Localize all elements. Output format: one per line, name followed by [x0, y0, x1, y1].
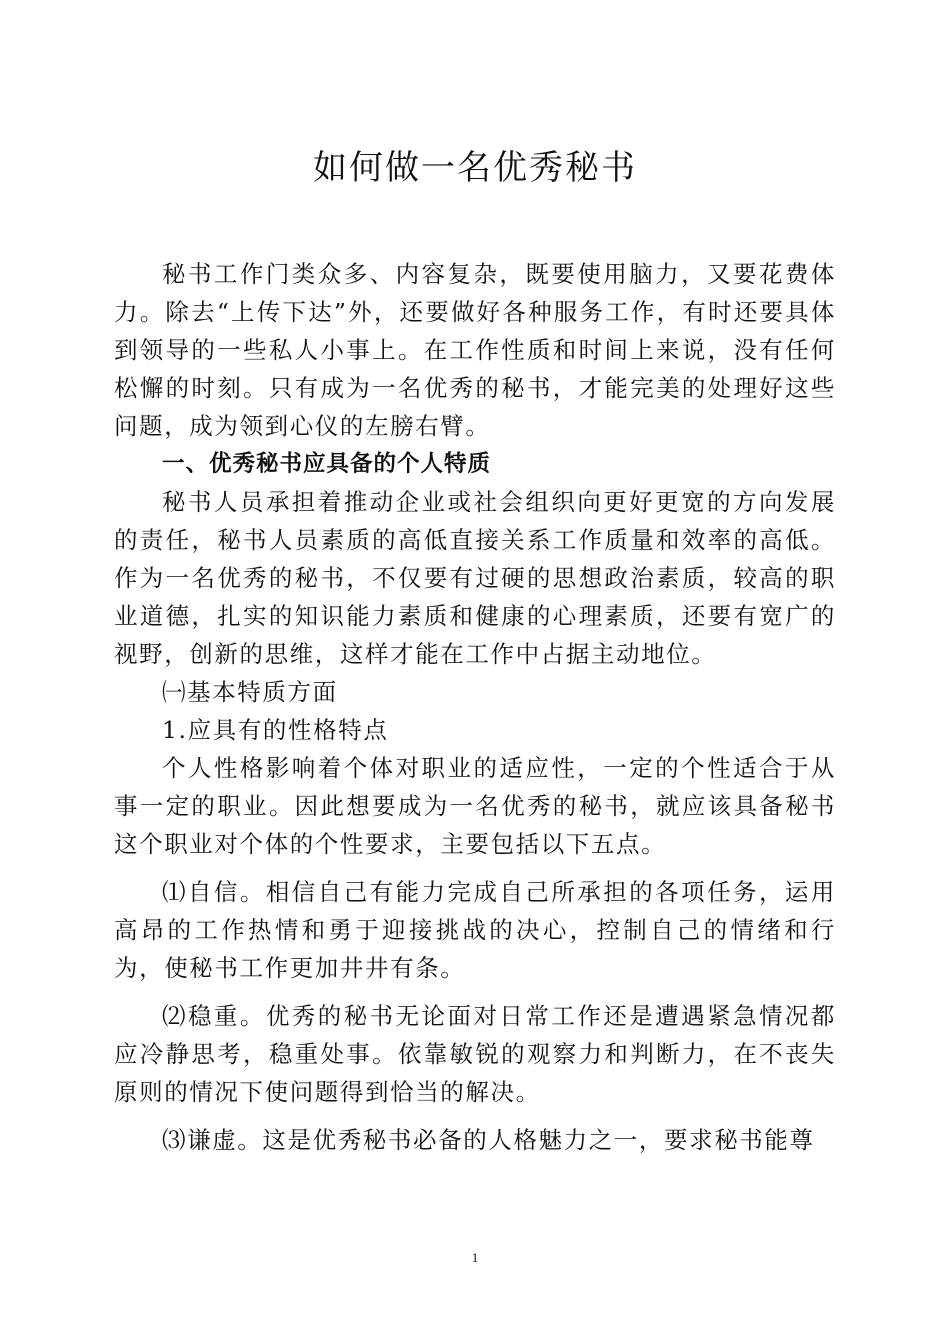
section-heading: 一、优秀秘书应具备的个人特质 [162, 451, 492, 477]
intro-paragraph: 秘书工作门类众多、内容复杂，既要使用脑力，又要花费体力。除去“上传下达”外，还要做好各种服务工作，有时还要具体到领导的一些私人小事上。在工作性质和时间上来说，没有任何松懈的时刻。只有成为一名优秀的秘书，才能完美的处理好这些问题，成为领到心仪的左膀右臂。 [114, 260, 836, 440]
subsection-heading: ㈠基本特质方面 [162, 678, 338, 706]
item-heading: 1.应具有的性格特点 [162, 716, 389, 744]
page-number: 1 [471, 1250, 479, 1265]
item-paragraph: 个人性格影响着个体对职业的适应性，一定的个性适合于从事一定的职业。因此想要成为一名优秀的秘书，就应该具备秘书这个职业对个体的个性要求，主要包括以下五点。 [114, 754, 836, 858]
document-title: 如何做一名优秀秘书 [313, 148, 637, 188]
point-paragraph-1: ⑴自信。相信自己有能力完成自己所承担的各项任务，运用高昂的工作热情和勇于迎接挑战的决心，控制自己的情绪和行为，使秘书工作更加井井有条。 [114, 878, 836, 982]
document-body [114, 255, 836, 1159]
point-paragraph-2: ⑵稳重。优秀的秘书无论面对日常工作还是遭遇紧急情况都应冷静思考，稳重处事。依靠敏锐的观察力和判断力，在不丧失原则的情况下使问题得到恰当的解决。 [114, 1002, 836, 1106]
point-paragraph-3: ⑶谦虚。这是优秀秘书必备的人格魅力之一，要求秘书能尊 [162, 1126, 815, 1154]
section-paragraph: 秘书人员承担着推动企业或社会组织向更好更宽的方向发展的责任，秘书人员素质的高低直接关系工作质量和效率的高低。作为一名优秀的秘书，不仅要有过硬的思想政治素质，较高的职业道德，扎实的知识能力素质和健康的心理素质，还要有宽广的视野，创新的思维，这样才能在工作中占据主动地位。 [114, 488, 836, 668]
